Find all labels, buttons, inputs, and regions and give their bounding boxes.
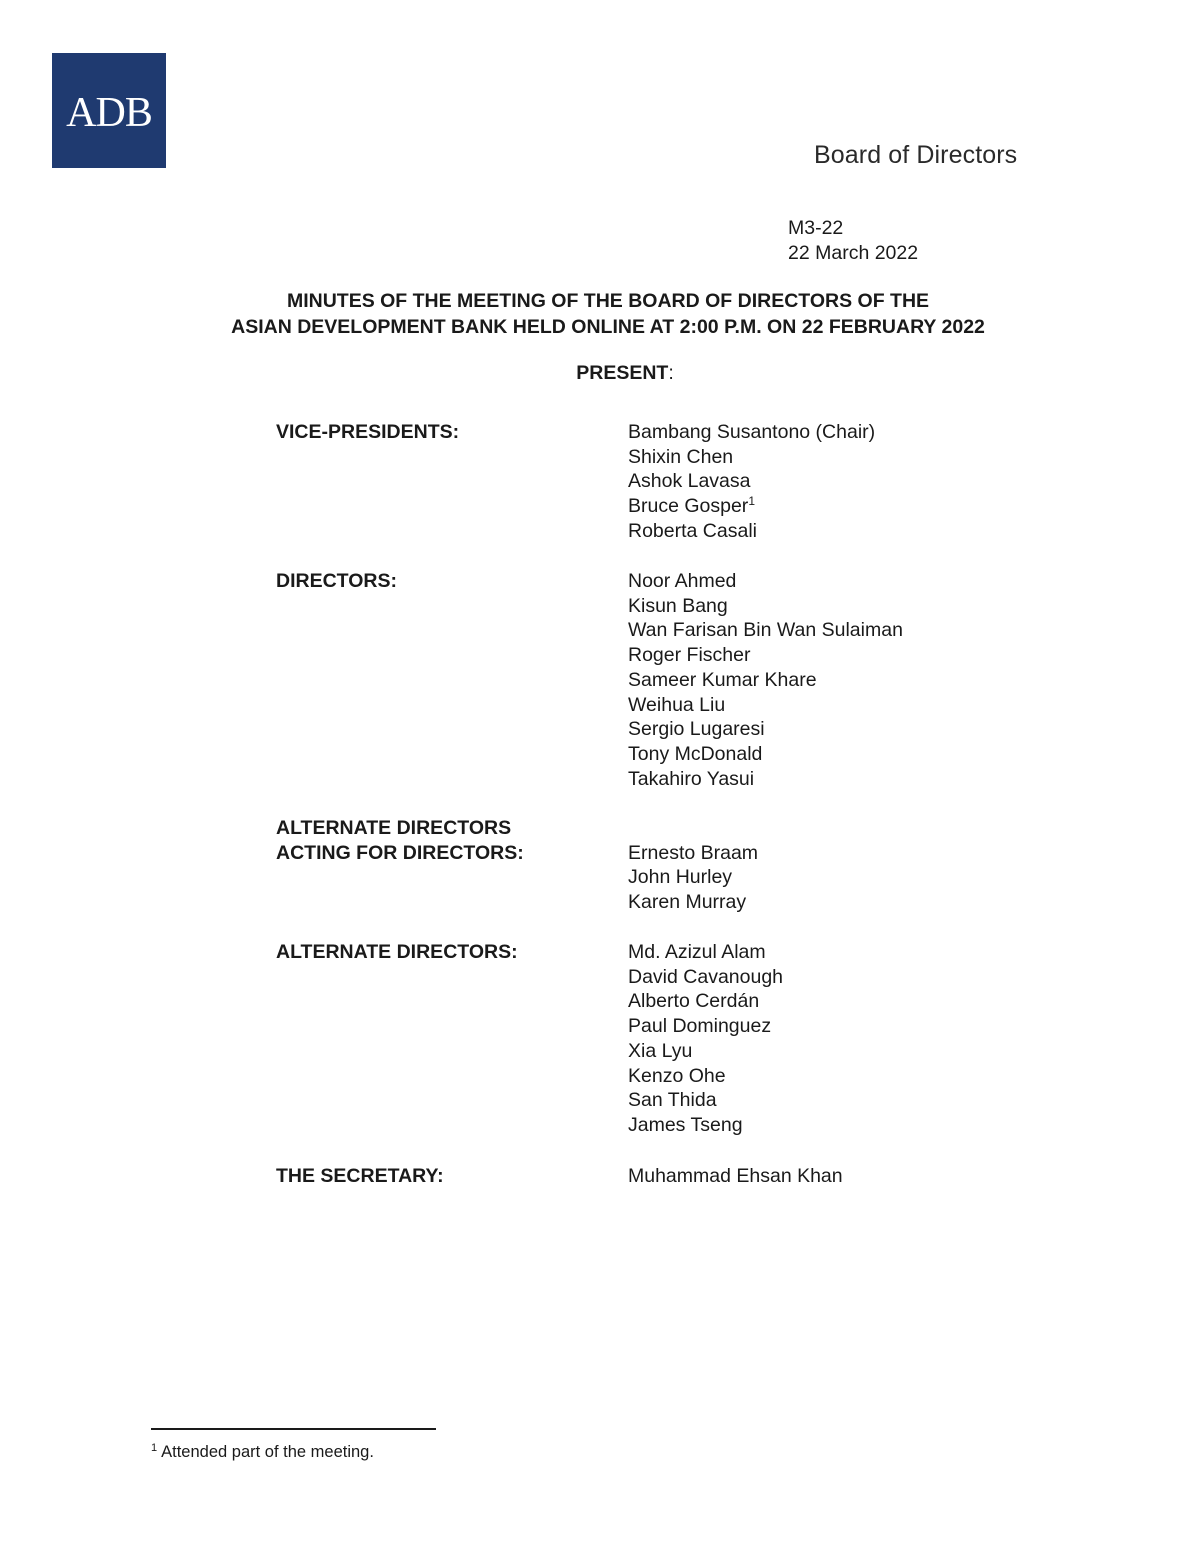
alternate-acting-label-line-1: ALTERNATE DIRECTORS [276,817,512,839]
section-label [276,569,397,594]
attendee-name: Takahiro Yasui [628,767,755,790]
attendee-name: Weihua Liu [628,693,726,716]
attendee-name: Sameer Kumar Khare [628,668,817,691]
attendee-name: Ashok Lavasa [628,470,751,493]
attendee-name: David Cavanough [628,965,784,988]
alternate-acting-label-line-2: ACTING FOR DIRECTORS: [276,841,524,864]
attendee-name: Roger Fischer [628,644,751,667]
attendee-name: Sergio Lugaresi [628,718,765,741]
adb-logo [52,53,166,168]
document-number: M3-22 [788,217,844,239]
attendee-name-with-footnote [628,494,875,519]
attendee-name: James Tseng [628,1113,743,1136]
attendee-name: Alberto Cerdán [628,990,760,1013]
minutes-heading [150,288,1066,340]
attendee-name: Kisun Bang [628,594,728,617]
directors-label: DIRECTORS: [276,570,397,592]
footnote-mark: 1 [151,1442,158,1454]
vice-presidents-names [628,420,875,544]
attendee-name: San Thida [628,1089,717,1112]
directors-names [628,569,903,791]
present-heading [150,362,1100,385]
section-label [276,816,524,865]
heading-line-2: ASIAN DEVELOPMENT BANK HELD ONLINE AT 2:00 P.M. ON 22 FEBRUARY 2022 [231,316,985,338]
alternate-acting-names [628,841,758,915]
attendee-name: Bruce Gosper [628,495,749,518]
logo-text: ADB [66,89,152,136]
attendee-name: Paul Dominguez [628,1015,772,1038]
present-label: PRESENT [576,362,669,384]
attendee-name: Md. Azizul Alam [628,941,766,963]
alternate-directors-label: ALTERNATE DIRECTORS: [276,941,518,963]
footnote-text: Attended part of the meeting. [161,1443,374,1461]
attendee-name: John Hurley [628,866,733,889]
board-title: Board of Directors [814,141,1018,169]
attendee-name: Xia Lyu [628,1039,693,1062]
secretary-names [628,1164,843,1189]
attendee-name: Ernesto Braam [628,841,759,864]
attendee-name: Karen Murray [628,891,747,914]
present-colon: : [668,362,674,384]
document-meta [788,216,918,265]
attendee-name: Noor Ahmed [628,570,737,592]
alternate-directors-names [628,940,783,1138]
attendee-name: Tony McDonald [628,742,763,765]
section-label [276,1164,444,1189]
footnote [151,1443,374,1462]
document-date: 22 March 2022 [788,241,919,264]
attendee-name: Bambang Susantono (Chair) [628,421,876,443]
attendee-name: Kenzo Ohe [628,1064,726,1087]
secretary-label: THE SECRETARY: [276,1165,444,1187]
attendee-name: Muhammad Ehsan Khan [628,1165,843,1187]
heading-line-1: MINUTES OF THE MEETING OF THE BOARD OF DIRECTORS OF THE [286,290,930,312]
footnote-reference: 1 [748,494,755,509]
attendee-name: Roberta Casali [628,519,757,542]
section-label [276,420,459,445]
section-label [276,940,518,965]
footnote-divider [151,1428,436,1430]
attendee-name: Wan Farisan Bin Wan Sulaiman [628,619,903,642]
vice-presidents-label: VICE-PRESIDENTS: [276,421,460,443]
attendee-name: Shixin Chen [628,445,734,468]
